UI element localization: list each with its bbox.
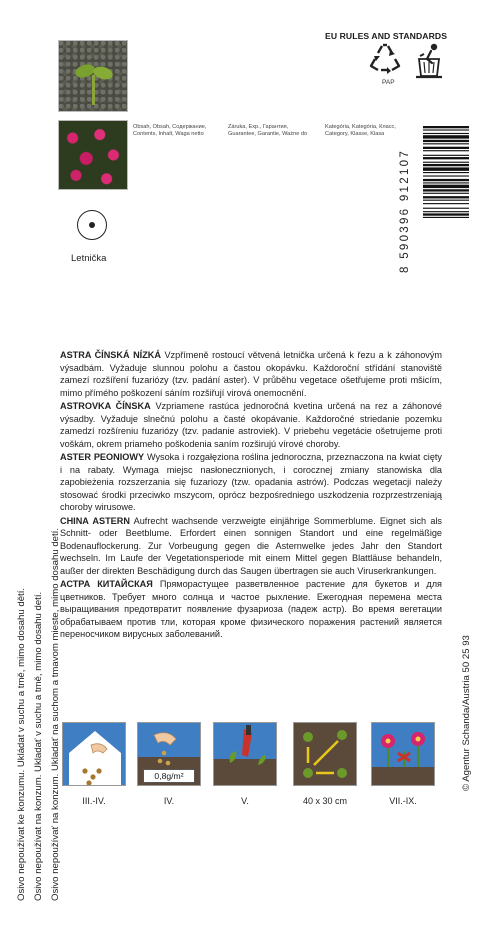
category-label-line1: Kategória, Kategória, Класс, <box>325 124 396 130</box>
plant-spacing-icon <box>293 722 357 786</box>
guarantee-label-line2: Guarantee, Garantie, Ważne do <box>228 131 308 138</box>
recycle-icon <box>368 42 402 74</box>
step-label: V. <box>241 796 249 806</box>
barcode-bar <box>423 175 469 176</box>
step-label: VII.-IX. <box>389 796 417 806</box>
description-text: Пряморастущее разветвленное растение для букетов и для цветников. Требует много солнца и частое рыхление. Ежегодная перемена места выращивания предотвратит появление фузариоза (падеж астр). Во время вегетации обрабатываем против тли, которая кроме физического поражения растений является переносчиком вирусных заболеваний. <box>60 579 442 639</box>
barcode-bar <box>423 147 469 149</box>
barcode-bar <box>423 135 469 138</box>
barcode-bar <box>423 179 469 181</box>
storage-warning-middle: Osivo nepoužívat na konzum. Ukladať v suchu a tmě, mimo dosahu detí. <box>33 591 44 901</box>
description-title: CHINA ASTERN <box>60 515 130 526</box>
description-title: ASTRA ČÍNSKÁ NÍZKÁ <box>60 350 161 360</box>
annual-plant-icon <box>77 210 107 240</box>
barcode-bar <box>423 126 469 128</box>
barcode-bar <box>423 182 469 183</box>
barcode-bar <box>423 167 469 170</box>
seedling-photo <box>58 40 128 112</box>
seed-dose-label: 0,8g/m² <box>143 769 195 783</box>
step-label: IV. <box>163 796 175 806</box>
contents-label-line2: Contents, Inhalt, Waga netto <box>133 131 204 138</box>
barcode-bar <box>423 185 469 188</box>
barcode-bar <box>423 143 469 144</box>
contents-label-line1: Obsah, Obsah, Содержание, <box>133 124 207 130</box>
step-label: III.-IV. <box>82 796 106 806</box>
barcode-bar <box>423 155 469 156</box>
storage-warning-sk: Osivo nepoužívať na konzum. Ukladať na suchom a tmavom mieste, mimo dosahu detí. <box>50 528 61 901</box>
barcode-bar <box>423 172 469 173</box>
description-title: АСТРА КИТАЙСКАЯ <box>60 579 153 589</box>
description-text: Wysoka i rozgałęziona roślina jednoroczna, przeznaczona na kwiat cięty i na rabaty. Wymaga miejsc nasłonecznionych, i corocznej zmiany stanowiska dla zapobieżenia rozszerzania się fuzariozy (tzw. opadania astrów). Podczas wegetacji należy stosować środki przeciwko mszycom, oprócz bezpośredniego uszkodzenia rozprzestrzeniają choroby wirusowe. <box>60 452 442 512</box>
barcode <box>423 124 469 268</box>
description-cz <box>60 349 442 399</box>
barcode-bar <box>423 211 469 212</box>
description-text: Vzpriamene rastúca jednoročná kvetina určená na rez a záhonové výsadby. Vyžaduje slnečnú polohu a časté okopávanie. Každoročné striedanie pozemku zamedzí rozšíreniu fuzariózy (tzv. padanie astroviek). V priebehu vegetácie ošetrujeme proti voškám, okrem priameho poškodenia saním rozširujú vírové choroby. <box>60 401 442 449</box>
barcode-bar <box>423 162 469 163</box>
barcode-bar <box>423 217 469 218</box>
barcode-bar <box>423 140 469 142</box>
description-title: ASTROVKA ČÍNSKA <box>60 401 151 411</box>
description-pl <box>60 451 442 514</box>
category-label-line2: Category, Klasse, Klasa <box>325 131 385 138</box>
barcode-bar <box>423 129 469 130</box>
descriptions <box>60 349 442 642</box>
description-text: Aufrecht wachsende verzweigte einjährige Sommerblume. Eignet sich als Schnitt- oder Beetblume. Erfordert einen sonnigen Standort und eine regelmäßige Bodenauflockerung. Zur Vorbeugung gegen die Asternwelke jedes Jahr den Standort wechseln. Im Laufe der Vegetationsperiode mit einem Mittel gegen Blattläuse behandeln, außer der direkten Beschädigung durch das Saugen übertragen sie auch Viruserkrankungen. <box>60 515 442 576</box>
barcode-bar <box>423 164 469 166</box>
barcode-bar <box>423 213 469 215</box>
description-title: ASTER PEONIOWY <box>60 452 145 462</box>
pap-label: PAP <box>382 79 395 86</box>
transplant-trowel-icon <box>213 722 277 786</box>
description-de <box>60 515 442 578</box>
storage-warning-cz: Osivo nepoužívat ke konzumu. Ukládat v suchu a tmě, mimo dosahu dětí. <box>16 587 27 901</box>
barcode-bar <box>423 150 469 151</box>
no-litter-bin-icon <box>414 42 444 80</box>
description-ru <box>60 578 442 641</box>
description-text: Vzpřímeně rostoucí větvená letnička určená k řezu a k záhonovým výsadbám. Vyžaduje slunnou polohu a častou okopávku. Každoroční střídání stanoviště zamezí rozšíření fuzariózy (tzv. padání aster). V průběhu vegetace ošetřujeme proti mšicím, mimo přímého poškození sáním rozšiřují virová onemocnění. <box>60 350 442 398</box>
barcode-digits: 8 590396 912107 <box>399 148 411 273</box>
barcode-bar <box>423 196 469 198</box>
barcode-bar <box>423 200 469 201</box>
barcode-bar <box>423 157 469 159</box>
description-sk <box>60 400 442 450</box>
annual-label: Letnička <box>71 253 107 264</box>
indoor-sowing-icon <box>62 722 126 786</box>
eu-standards-header: EU RULES AND STANDARDS <box>325 31 448 41</box>
aster-flowers-photo <box>58 120 128 190</box>
barcode-bar <box>423 133 469 134</box>
flower-harvest-icon <box>371 722 435 786</box>
guarantee-label-line1: Záruka, Exp., Гарантия, <box>228 124 289 130</box>
barcode-bar <box>423 193 469 194</box>
copyright-notice: © Agentur Schanda/Austria 50 25 93 <box>461 635 472 791</box>
barcode-bar <box>423 203 469 204</box>
barcode-bar <box>423 189 469 191</box>
barcode-bar <box>423 208 469 209</box>
step-label: 40 x 30 cm <box>302 796 348 806</box>
